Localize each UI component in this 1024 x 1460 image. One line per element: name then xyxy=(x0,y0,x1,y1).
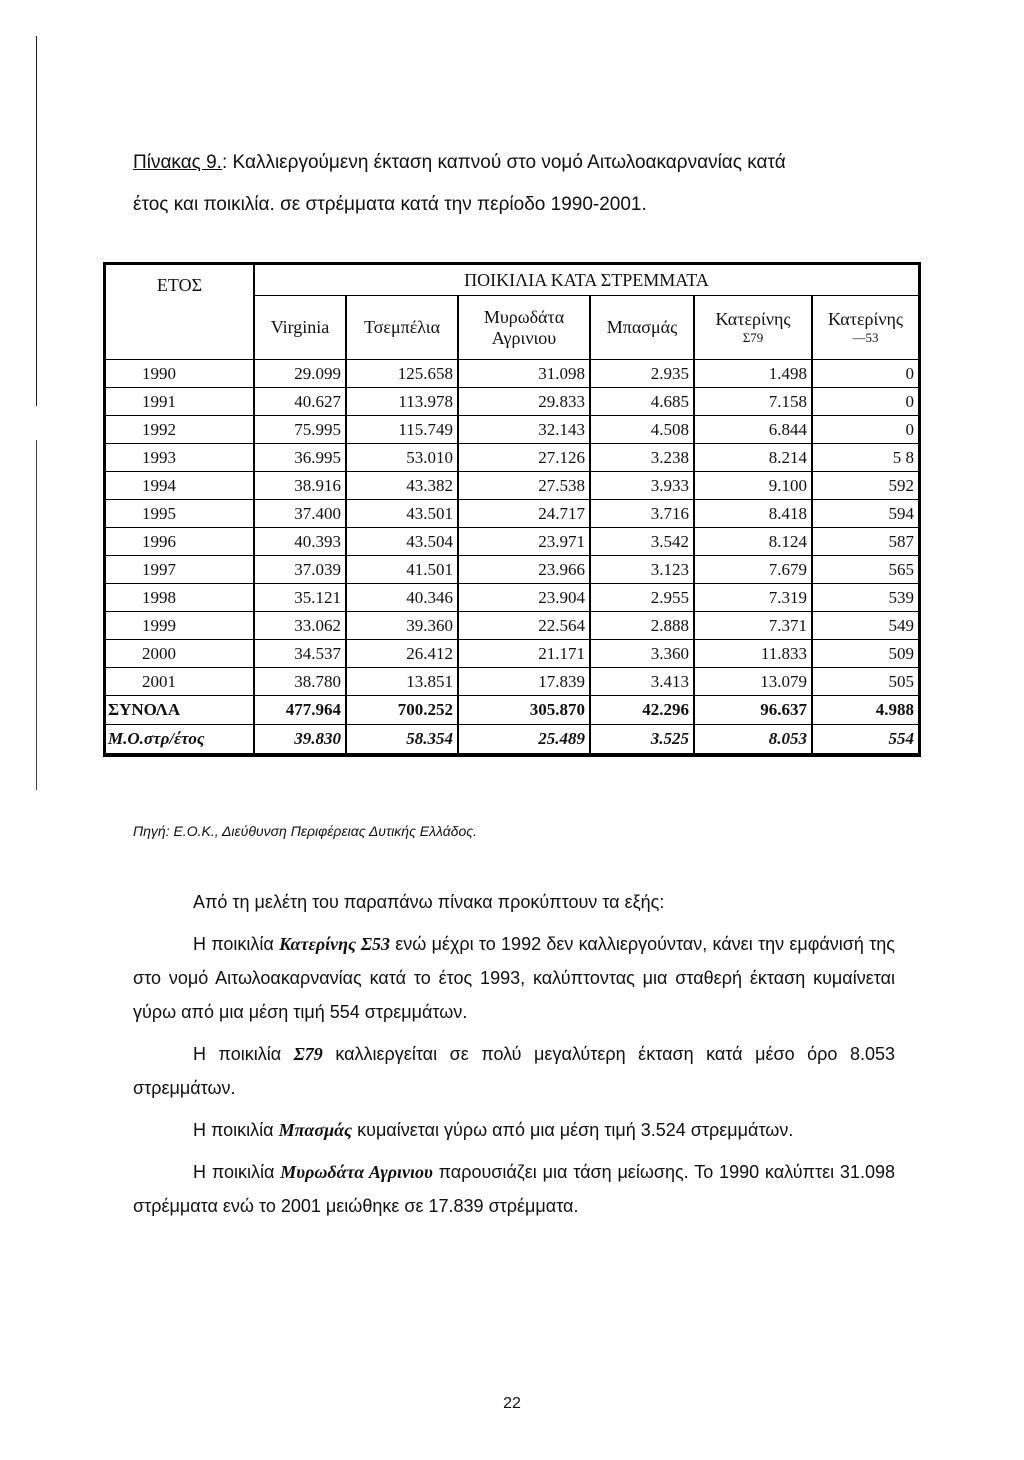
table-cell: 38.916 xyxy=(254,472,346,500)
emphasis: Μπασμάς xyxy=(278,1120,353,1140)
table-cell: 8.418 xyxy=(694,500,812,528)
table-cell: 24.717 xyxy=(458,500,590,528)
table-cell: 2.935 xyxy=(590,360,694,388)
paragraph xyxy=(133,1155,895,1223)
col-header-virginia xyxy=(254,296,346,360)
paragraph: Από τη μελέτη του παραπάνω πίνακα προκύπτουν τα εξής: xyxy=(193,892,665,912)
table-cell: 5 8 xyxy=(812,444,918,472)
table-cell: 37.039 xyxy=(254,556,346,584)
col-header-basmas xyxy=(590,296,694,360)
col-header-katerinis-53 xyxy=(812,296,918,360)
table-row xyxy=(106,640,918,668)
table-cell: 31.098 xyxy=(458,360,590,388)
table-cell: 39.360 xyxy=(346,612,458,640)
text: ενώ μέχρι το 1992 δεν καλλιεργούνταν, κάνει την εμφάνισή της στο νομό Αιτωλοακαρνανίας κατά το έτος 1993, καλύπτοντας μια σταθερή έκταση κυμαίνεται γύρω από μια μέση τιμή 554 στρεμμάτων. xyxy=(133,934,895,1022)
table-cell: 43.504 xyxy=(346,528,458,556)
table-cell: 587 xyxy=(812,528,918,556)
col-header-myrodata xyxy=(458,296,590,360)
row-label: 1994 xyxy=(106,472,254,500)
row-label: 1992 xyxy=(106,416,254,444)
caption-line1: Καλλιεργούμενη έκταση καπνού στο νομό Αιτωλοακαρνανίας κατά xyxy=(227,152,786,173)
table-cell: 3.413 xyxy=(590,668,694,696)
row-label: 1993 xyxy=(106,444,254,472)
table-cell: 53.010 xyxy=(346,444,458,472)
row-label: 1995 xyxy=(106,500,254,528)
col-header-line2: Σ79 xyxy=(742,330,764,345)
caption-line2: έτος και ποικιλία. σε στρέμματα κατά την περίοδο 1990-2001. xyxy=(133,194,647,215)
table-cell: 505 xyxy=(812,668,918,696)
table-cell: 3.542 xyxy=(590,528,694,556)
text: Η ποικιλία xyxy=(193,934,280,954)
col-header-line1: Μυρωδάτα xyxy=(483,306,565,327)
table-cell: 26.412 xyxy=(346,640,458,668)
table-cell: 554 xyxy=(812,725,918,754)
table-caption xyxy=(133,142,893,226)
table-row xyxy=(106,500,918,528)
table-cell: 42.296 xyxy=(590,696,694,725)
table-cell: 35.121 xyxy=(254,584,346,612)
table-cell: 29.099 xyxy=(254,360,346,388)
table-cell: 539 xyxy=(812,584,918,612)
year-header: ΕΤΟΣ xyxy=(106,265,254,360)
table-cell: 0 xyxy=(812,360,918,388)
table-cell: 1.498 xyxy=(694,360,812,388)
text: Η ποικιλία xyxy=(193,1120,279,1140)
table-row xyxy=(106,584,918,612)
page-number: 22 xyxy=(503,1395,521,1412)
table-cell: 33.062 xyxy=(254,612,346,640)
caption-label: Πίνακας 9. xyxy=(133,152,222,173)
table-cell: 700.252 xyxy=(346,696,458,725)
table-cell: 305.870 xyxy=(458,696,590,725)
table-cell: 96.637 xyxy=(694,696,812,725)
table-row xyxy=(106,360,918,388)
table-cell: 13.851 xyxy=(346,668,458,696)
table-cell: 11.833 xyxy=(694,640,812,668)
table-source: Πηγή: Ε.Ο.Κ., Διεύθυνση Περιφέρειας Δυτικής Ελλάδος. xyxy=(133,823,477,839)
paragraph xyxy=(133,1037,895,1105)
table-cell: 125.658 xyxy=(346,360,458,388)
row-label: Μ.Ο.στρ/έτος xyxy=(106,725,254,754)
row-label: 2000 xyxy=(106,640,254,668)
emphasis: Κατερίνης Σ53 xyxy=(279,934,390,954)
table-cell: 3.716 xyxy=(590,500,694,528)
row-label: 2001 xyxy=(106,668,254,696)
row-label: 1991 xyxy=(106,388,254,416)
table-cell: 113.978 xyxy=(346,388,458,416)
margin-rule xyxy=(36,36,37,406)
table-cell: 3.525 xyxy=(590,725,694,754)
table-row xyxy=(106,444,918,472)
table-cell: 7.319 xyxy=(694,584,812,612)
table-cell: 8.053 xyxy=(694,725,812,754)
table-cell: 21.171 xyxy=(458,640,590,668)
table-cell: 23.971 xyxy=(458,528,590,556)
text: κυμαίνεται γύρω από μια μέση τιμή 3.524 στρεμμάτων. xyxy=(352,1120,794,1140)
col-header-line2: —53 xyxy=(852,330,879,345)
margin-rule-lower xyxy=(36,440,37,790)
text: Η ποικιλία xyxy=(193,1162,281,1182)
table-cell: 40.393 xyxy=(254,528,346,556)
table-cell: 549 xyxy=(812,612,918,640)
col-header-line1: Κατερίνης xyxy=(715,309,791,329)
row-label: 1998 xyxy=(106,584,254,612)
text: Η ποικιλία xyxy=(193,1044,294,1064)
text: παρουσιάζει μια τάση μείωσης. Το 1990 καλύπτει 31.098 στρέμματα ενώ το 2001 μειώθηκε σε 17.839 στρέμματα. xyxy=(133,1162,895,1216)
tobacco-table xyxy=(103,262,921,757)
table-cell: 8.214 xyxy=(694,444,812,472)
paragraph xyxy=(133,927,895,1029)
table-row xyxy=(106,556,918,584)
table-cell: 38.780 xyxy=(254,668,346,696)
table-row xyxy=(106,668,918,696)
table-cell: 594 xyxy=(812,500,918,528)
table-cell: 4.988 xyxy=(812,696,918,725)
table-cell: 25.489 xyxy=(458,725,590,754)
table-cell: 0 xyxy=(812,416,918,444)
table-cell: 2.955 xyxy=(590,584,694,612)
col-header-line1: Virginia xyxy=(270,317,330,337)
table-cell: 9.100 xyxy=(694,472,812,500)
table-cell: 6.844 xyxy=(694,416,812,444)
table-cell: 0 xyxy=(812,388,918,416)
emphasis: Σ79 xyxy=(293,1044,323,1064)
table-cell: 4.508 xyxy=(590,416,694,444)
table-cell: 4.685 xyxy=(590,388,694,416)
table-row xyxy=(106,472,918,500)
body-text xyxy=(133,885,895,1231)
table-cell: 3.933 xyxy=(590,472,694,500)
table-cell: 592 xyxy=(812,472,918,500)
table-cell: 36.995 xyxy=(254,444,346,472)
table-cell: 2.888 xyxy=(590,612,694,640)
caption-colon: : xyxy=(221,152,228,173)
table-row xyxy=(106,528,918,556)
table-cell: 509 xyxy=(812,640,918,668)
row-label: 1999 xyxy=(106,612,254,640)
table-cell: 8.124 xyxy=(694,528,812,556)
table-cell: 27.538 xyxy=(458,472,590,500)
table-cell: 37.400 xyxy=(254,500,346,528)
table-cell: 23.904 xyxy=(458,584,590,612)
table-cell: 3.360 xyxy=(590,640,694,668)
table-cell: 39.830 xyxy=(254,725,346,754)
table-cell: 7.679 xyxy=(694,556,812,584)
col-header-line1: Μπασμάς xyxy=(606,317,678,337)
table-row xyxy=(106,388,918,416)
table-cell: 29.833 xyxy=(458,388,590,416)
table-row xyxy=(106,725,918,754)
table-cell: 43.382 xyxy=(346,472,458,500)
row-label: ΣΥΝΟΛΑ xyxy=(106,696,254,725)
table-cell: 41.501 xyxy=(346,556,458,584)
table-cell: 115.749 xyxy=(346,416,458,444)
table-cell: 3.123 xyxy=(590,556,694,584)
table-cell: 40.627 xyxy=(254,388,346,416)
table-cell: 58.354 xyxy=(346,725,458,754)
paragraph xyxy=(133,1113,895,1147)
table-cell: 565 xyxy=(812,556,918,584)
text: καλλιεργείται σε πολύ μεγαλύτερη έκταση κατά μέσο όρο 8.053 στρεμμάτων. xyxy=(133,1044,895,1098)
table-cell: 32.143 xyxy=(458,416,590,444)
table-cell: 3.238 xyxy=(590,444,694,472)
table-body xyxy=(106,360,918,754)
table-cell: 7.158 xyxy=(694,388,812,416)
table-row xyxy=(106,416,918,444)
table-cell: 75.995 xyxy=(254,416,346,444)
table-cell: 27.126 xyxy=(458,444,590,472)
col-header-line1: Κατερίνης xyxy=(827,309,904,329)
emphasis: Μυρωδάτα Αγρινιου xyxy=(280,1162,433,1182)
table-cell: 477.964 xyxy=(254,696,346,725)
table-cell: 40.346 xyxy=(346,584,458,612)
table-cell: 43.501 xyxy=(346,500,458,528)
row-label: 1997 xyxy=(106,556,254,584)
table-cell: 7.371 xyxy=(694,612,812,640)
col-header-katerinis-79 xyxy=(694,296,812,360)
row-label: 1996 xyxy=(106,528,254,556)
row-label: 1990 xyxy=(106,360,254,388)
table-row xyxy=(106,612,918,640)
table-cell: 22.564 xyxy=(458,612,590,640)
table-cell: 13.079 xyxy=(694,668,812,696)
col-header-line1: Τσεμπέλια xyxy=(363,317,441,337)
table-cell: 23.966 xyxy=(458,556,590,584)
table-row xyxy=(106,696,918,725)
table-cell: 34.537 xyxy=(254,640,346,668)
col-header-line2: Αγρινιου xyxy=(491,327,557,348)
table-cell: 17.839 xyxy=(458,668,590,696)
group-header: ΠΟΙΚΙΛΙΑ ΚΑΤΑ ΣΤΡΕΜΜΑΤΑ xyxy=(254,265,918,296)
col-header-tsempelia xyxy=(346,296,458,360)
